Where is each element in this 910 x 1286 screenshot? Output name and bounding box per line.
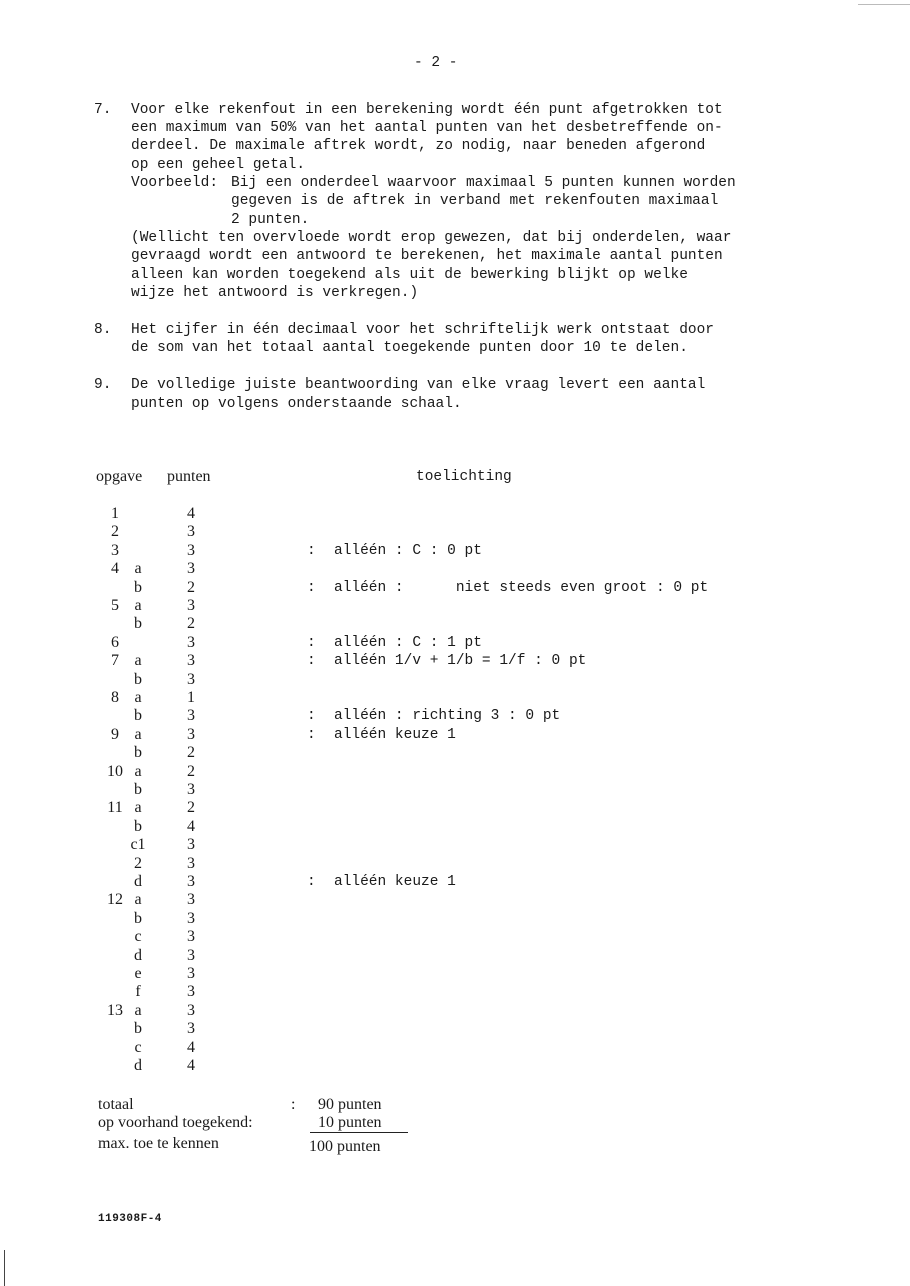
row-colon: : (307, 726, 316, 743)
row-sub: b (134, 578, 142, 596)
row-sub: a (134, 560, 142, 578)
row-opgave: 13 (107, 1001, 123, 1019)
row-opgave: 12 (107, 891, 123, 909)
row-punten: 3 (187, 707, 195, 725)
example-line: 2 punten. (231, 212, 310, 228)
row-sub: b (134, 615, 142, 633)
row-colon: : (307, 708, 316, 725)
score-row (0, 671, 910, 689)
row-sub: e (134, 965, 142, 982)
row-punten: 3 (187, 891, 195, 909)
row-toelichting: alléén : richting 3 : 0 pt (334, 708, 561, 725)
row-opgave: 7 (111, 652, 119, 670)
row-opgave: 5 (111, 597, 119, 614)
score-row (0, 1039, 910, 1057)
scan-edge-mark (4, 1250, 5, 1286)
row-punten: 4 (187, 505, 195, 522)
row-sub: d (134, 946, 142, 964)
score-row (0, 579, 910, 597)
item-line: punten op volgens onderstaande schaal. (131, 396, 462, 412)
row-toelichting: alléén : C : 0 pt (334, 542, 482, 559)
row-punten: 2 (187, 799, 195, 817)
row-opgave: 9 (111, 725, 119, 743)
score-row (0, 689, 910, 707)
row-punten: 3 (187, 854, 195, 872)
score-row (0, 1002, 910, 1020)
score-row (0, 652, 910, 670)
score-row (0, 947, 910, 965)
totals-label: max. toe te kennen (98, 1135, 219, 1152)
note-line: gevraagd wordt een antwoord te berekenen, het maximale aantal punten (131, 248, 723, 264)
totals-value: 90 punten (318, 1096, 382, 1113)
row-sub: a (134, 652, 142, 670)
row-sub: b (134, 707, 142, 725)
row-punten: 4 (187, 1057, 195, 1074)
item-line: Het cijfer in één decimaal voor het schriftelijk werk ontstaat door (131, 322, 714, 338)
score-row (0, 799, 910, 817)
row-punten: 2 (187, 578, 195, 596)
row-opgave: 3 (111, 541, 119, 559)
row-sub: c (134, 1038, 142, 1056)
totals-colon: : (291, 1096, 296, 1113)
row-sub: b (134, 1020, 142, 1038)
score-row (0, 707, 910, 725)
score-row (0, 983, 910, 1001)
row-toelichting: alléén : niet steeds even groot : 0 pt (334, 579, 709, 596)
row-sub: a (134, 1001, 142, 1019)
row-punten: 3 (187, 541, 195, 559)
row-colon: : (307, 653, 316, 670)
row-sub: b (134, 817, 142, 835)
score-row (0, 855, 910, 873)
row-sub: c1 (130, 836, 146, 854)
row-sub: c (134, 928, 142, 946)
row-punten: 2 (187, 762, 195, 780)
row-toelichting: alléén : C : 1 pt (334, 634, 482, 651)
page-number: - 2 - (414, 55, 458, 71)
item-line: de som van het totaal aantal toegekende punten door 10 te delen. (131, 340, 688, 356)
header-toelichting: toelichting (416, 469, 512, 485)
row-punten: 3 (187, 909, 195, 927)
score-row (0, 744, 910, 762)
row-punten: 4 (187, 1038, 195, 1056)
note-line: (Wellicht ten overvloede wordt erop gewezen, dat bij onderdelen, waar (131, 230, 732, 246)
row-punten: 3 (187, 633, 195, 651)
row-sub: a (134, 725, 142, 743)
row-punten: 3 (187, 946, 195, 964)
row-sub: a (134, 891, 142, 909)
score-row (0, 910, 910, 928)
row-opgave: 11 (107, 799, 123, 817)
row-punten: 4 (187, 817, 195, 835)
row-punten: 3 (187, 1020, 195, 1038)
row-opgave: 6 (111, 633, 119, 651)
score-row (0, 560, 910, 578)
score-row (0, 818, 910, 836)
score-row (0, 781, 910, 799)
row-sub: d (134, 1057, 142, 1074)
row-punten: 3 (187, 670, 195, 688)
row-punten: 3 (187, 873, 195, 890)
row-punten: 3 (187, 1001, 195, 1019)
score-row (0, 928, 910, 946)
score-row (0, 542, 910, 560)
row-punten: 3 (187, 597, 195, 614)
example-label: Voorbeeld: (131, 175, 219, 191)
row-punten: 3 (187, 560, 195, 578)
row-sub: f (135, 983, 141, 1001)
example-line: Bij een onderdeel waarvoor maximaal 5 punten kunnen worden (231, 175, 736, 191)
row-punten: 2 (187, 744, 195, 762)
score-row (0, 836, 910, 854)
row-punten: 3 (187, 983, 195, 1001)
item-line: op een geheel getal. (131, 157, 306, 173)
row-colon: : (307, 579, 316, 596)
row-sub: b (134, 909, 142, 927)
score-row (0, 891, 910, 909)
score-row (0, 634, 910, 652)
item-number: 9. (94, 377, 112, 393)
row-sub: b (134, 744, 142, 762)
score-row (0, 1020, 910, 1038)
footer-code: 119308F-4 (98, 1213, 162, 1225)
score-row (0, 873, 910, 891)
header-opgave: opgave (96, 468, 143, 485)
note-line: alleen kan worden toegekend als uit de bewerking blijkt op welke (131, 267, 688, 283)
row-sub: b (134, 670, 142, 688)
totals-value: 10 punten (310, 1114, 408, 1133)
row-sub: b (134, 781, 142, 798)
item-number: 7. (94, 102, 112, 118)
row-sub: d (134, 873, 142, 890)
top-edge-rule (858, 4, 910, 5)
row-punten: 3 (187, 928, 195, 946)
row-sub: 2 (134, 854, 142, 872)
score-row (0, 523, 910, 541)
row-punten: 3 (187, 836, 195, 854)
score-row (0, 597, 910, 615)
row-sub: a (134, 597, 142, 614)
row-punten: 3 (187, 652, 195, 670)
row-sub: a (134, 799, 142, 817)
item-number: 8. (94, 322, 112, 338)
row-opgave: 2 (111, 523, 119, 541)
header-punten: punten (167, 468, 211, 485)
item-line: Voor elke rekenfout in een berekening wordt één punt afgetrokken tot (131, 102, 723, 118)
row-toelichting: alléén keuze 1 (334, 726, 456, 743)
item-line: derdeel. De maximale aftrek wordt, zo nodig, naar beneden afgerond (131, 138, 706, 154)
row-opgave: 1 (111, 505, 119, 522)
score-row (0, 1057, 910, 1075)
row-colon: : (307, 874, 316, 890)
row-punten: 3 (187, 523, 195, 541)
score-row (0, 763, 910, 781)
totals-label: totaal (98, 1096, 134, 1113)
note-line: wijze het antwoord is verkregen.) (131, 285, 419, 301)
item-line: een maximum van 50% van het aantal punten van het desbetreffende on- (131, 120, 723, 136)
row-sub: a (134, 689, 142, 706)
item-line: De volledige juiste beantwoording van elke vraag levert een aantal (131, 377, 706, 393)
row-punten: 3 (187, 965, 195, 982)
row-opgave: 8 (111, 689, 119, 706)
totals-value: 100 punten (309, 1138, 381, 1155)
score-row (0, 965, 910, 983)
row-colon: : (307, 542, 316, 559)
score-row (0, 505, 910, 523)
row-opgave: 4 (111, 560, 119, 578)
totals-label: op voorhand toegekend: (98, 1114, 253, 1131)
row-toelichting: alléén 1/v + 1/b = 1/f : 0 pt (334, 653, 587, 670)
row-opgave: 10 (107, 762, 123, 780)
row-sub: a (134, 762, 142, 780)
example-line: gegeven is de aftrek in verband met rekenfouten maximaal (231, 193, 719, 209)
row-punten: 3 (187, 781, 195, 798)
row-colon: : (307, 634, 316, 651)
row-toelichting: alléén keuze 1 (334, 874, 456, 890)
score-row (0, 726, 910, 744)
score-row (0, 615, 910, 633)
row-punten: 1 (187, 689, 195, 706)
row-punten: 3 (187, 725, 195, 743)
row-punten: 2 (187, 615, 195, 633)
